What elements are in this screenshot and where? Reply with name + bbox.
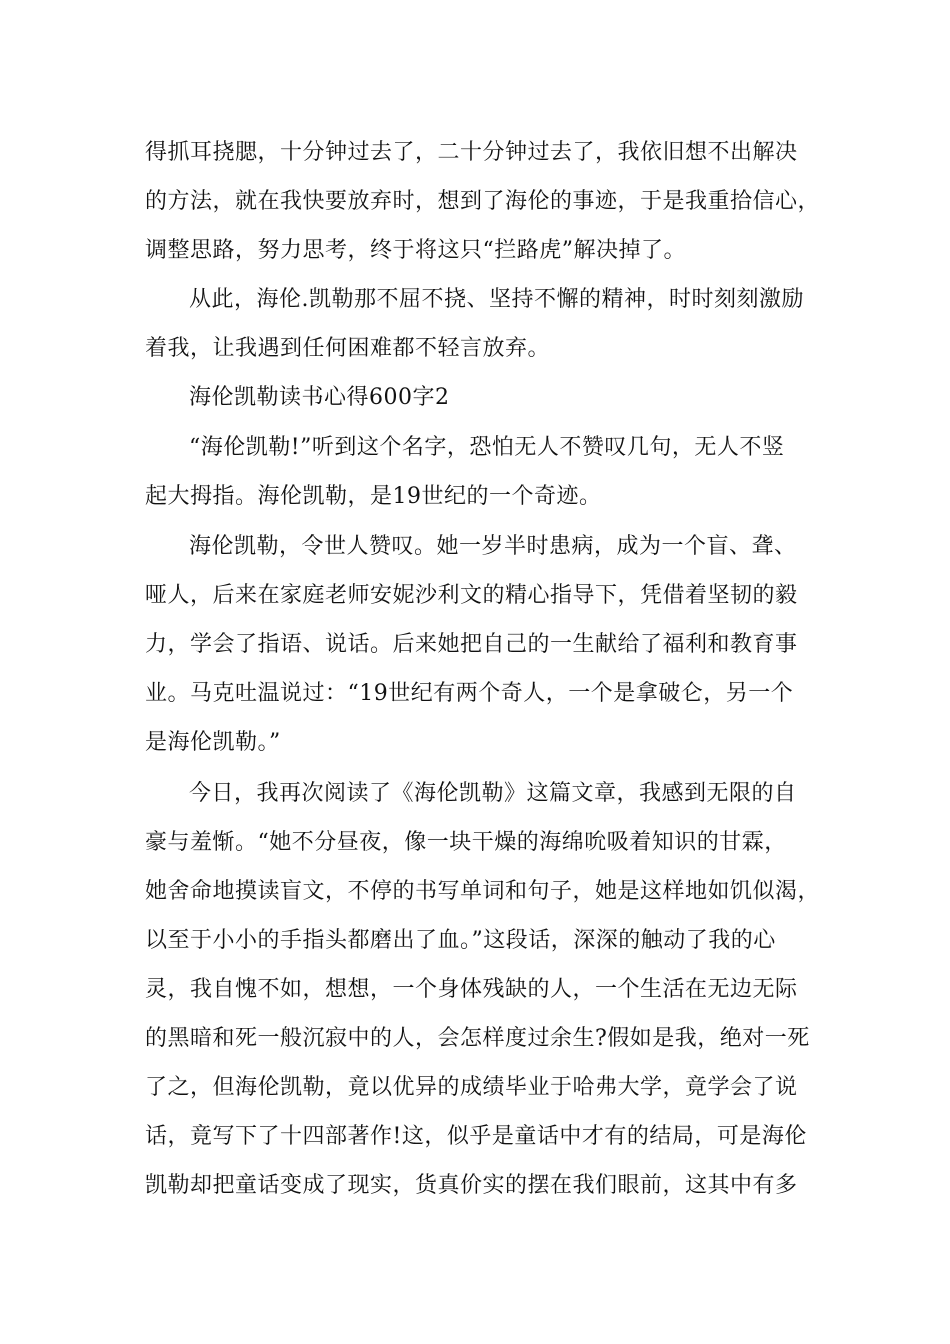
text-line: 的黑暗和死一般沉寂中的人，会怎样度过余生?假如是我，绝对一死 — [145, 1026, 810, 1051]
text-line: 豪与羞惭。“她不分昼夜，像一块干燥的海绵吮吸着知识的甘霖， — [145, 830, 787, 855]
text-line: 得抓耳挠腮，十分钟过去了，二十分钟过去了，我依旧想不出解决 — [145, 140, 798, 165]
section-heading: 海伦凯勒读书心得600字2 — [189, 385, 450, 410]
text-line: 凯勒却把童话变成了现实，货真价实的摆在我们眼前，这其中有多 — [145, 1173, 798, 1198]
text-line: 是海伦凯勒。” — [145, 730, 281, 755]
text-line: 调整思路，努力思考，终于将这只“拦路虎”解决掉了。 — [145, 238, 686, 263]
text-line: 力，学会了指语、说话。后来她把自己的一生献给了福利和教育事 — [145, 632, 798, 657]
text-line: 哑人，后来在家庭老师安妮沙利文的精心指导下，凭借着坚韧的毅 — [145, 583, 798, 608]
text-line: 了之，但海伦凯勒，竟以优异的成绩毕业于哈弗大学，竟学会了说 — [145, 1075, 798, 1100]
text-line: 今日，我再次阅读了《海伦凯勒》这篇文章，我感到无限的自 — [189, 781, 797, 806]
text-line: 业。马克吐温说过：“19世纪有两个奇人，一个是拿破仑，另一个 — [145, 681, 794, 706]
text-line: 的方法，就在我快要放弃时，想到了海伦的事迹，于是我重拾信心， — [145, 189, 821, 214]
text-line: 以至于小小的手指头都磨出了血。”这段话，深深的触动了我的心 — [145, 928, 776, 953]
text-line: 从此，海伦.凯勒那不屈不挠、坚持不懈的精神，时时刻刻激励 — [189, 287, 804, 312]
text-line: 话，竟写下了十四部著作!这，似乎是童话中才有的结局，可是海伦 — [145, 1124, 807, 1149]
text-line: 她舍命地摸读盲文，不停的书写单词和句子，她是这样地如饥似渴， — [145, 879, 821, 904]
text-line: 海伦凯勒，令世人赞叹。她一岁半时患病，成为一个盲、聋、 — [189, 534, 797, 559]
text-line: 起大拇指。海伦凯勒，是19世纪的一个奇迹。 — [145, 484, 602, 509]
text-line: 着我，让我遇到任何困难都不轻言放弃。 — [145, 336, 551, 361]
text-line: 灵，我自愧不如，想想，一个身体残缺的人，一个生活在无边无际 — [145, 977, 798, 1002]
text-line: “海伦凯勒!”听到这个名字，恐怕无人不赞叹几句，无人不竖 — [189, 435, 785, 460]
